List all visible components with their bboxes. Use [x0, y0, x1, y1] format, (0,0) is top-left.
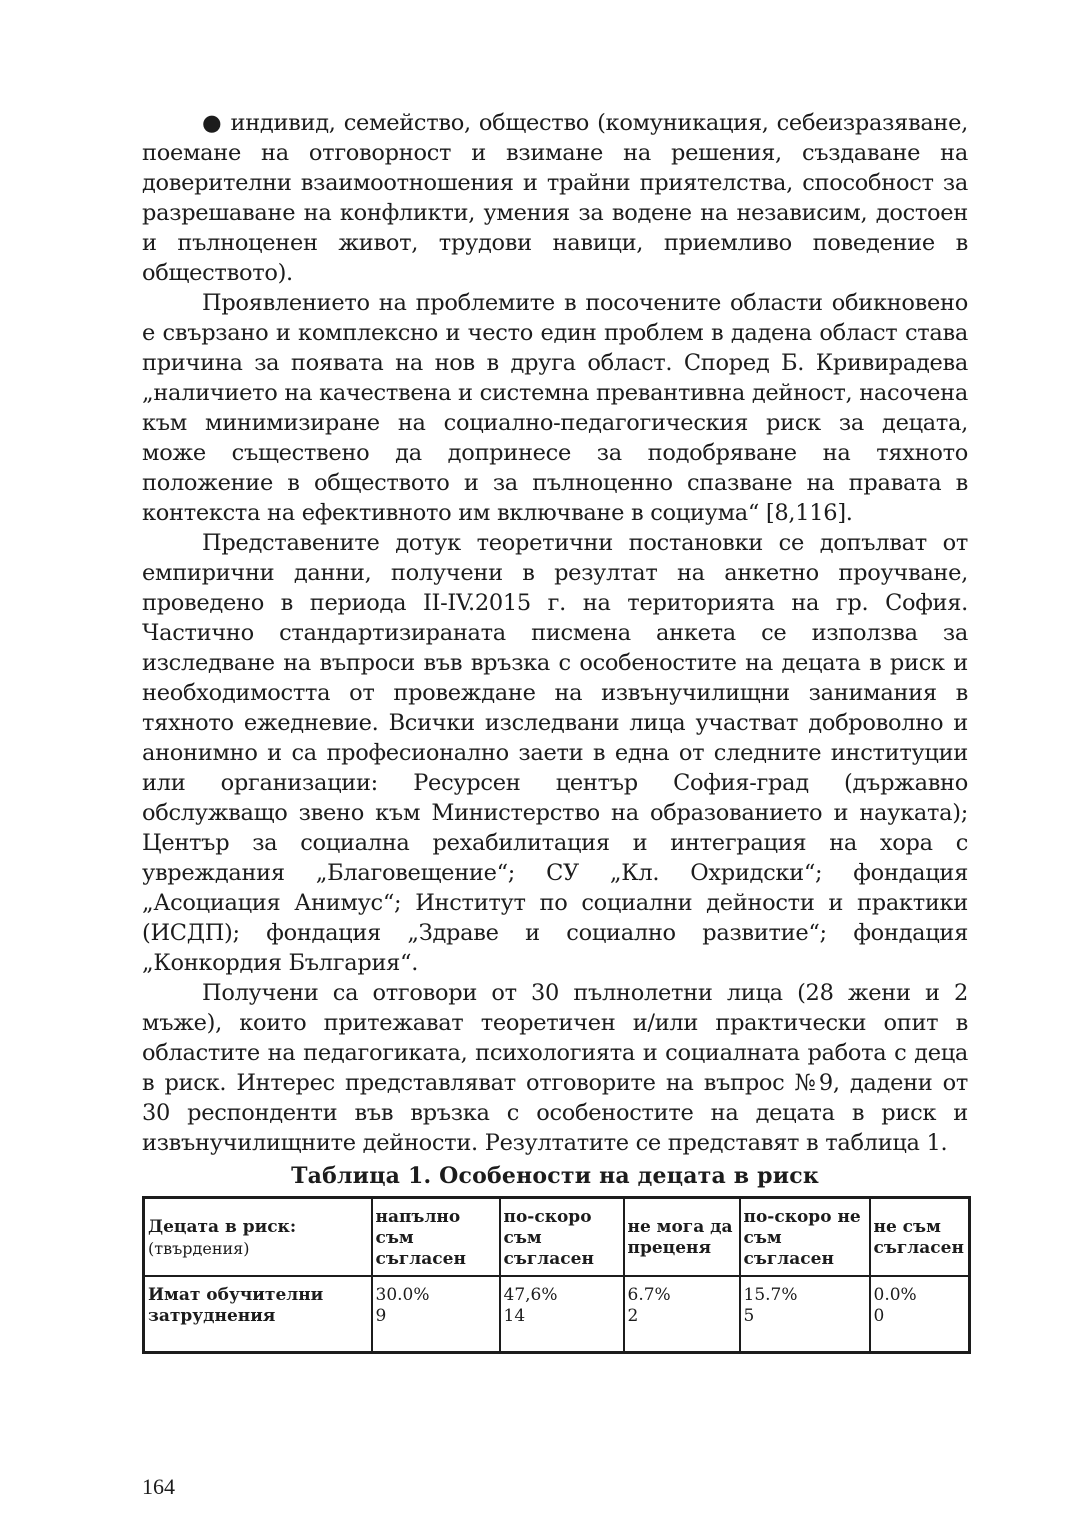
header-label: Децата в риск: — [148, 1217, 297, 1237]
paragraph-problems: Проявлението на проблемите в посочените области обикновено е свързано и комплексно и често един проблем в дадена област става причина за появата на нов в друга област. Според Б. Кривирадева „наличието на качествена и системна превантивна дейност, насочена към минимизиране на социално-педагогическия риск за децата, може съществено да допринесе за подобряване на тяхното положение в обществото и за пълноценно спазване на правата в контекста на ефективното им включване в социума“ [8,116]. — [142, 290, 968, 526]
table-row — [144, 1276, 970, 1353]
row-label: Имат обучителни затруднения — [144, 1276, 372, 1353]
page-body — [142, 108, 968, 1354]
cell-count: 9 — [375, 1306, 387, 1326]
header-cell-fully-agree: напълно съм съгласен — [372, 1198, 500, 1277]
cell-count: 14 — [503, 1306, 526, 1326]
header-cell-disagree: не съм съгласен — [870, 1198, 970, 1277]
table-cell — [870, 1276, 970, 1353]
table-cell — [372, 1276, 500, 1353]
table-cell — [624, 1276, 740, 1353]
cell-percent: 15.7% — [743, 1285, 798, 1305]
cell-count: 0 — [873, 1306, 885, 1326]
header-cell-statement — [144, 1198, 372, 1277]
cell-percent: 47,6% — [503, 1285, 558, 1305]
header-cell-rather-agree: по-скоро съм съгласен — [500, 1198, 624, 1277]
table-cell — [500, 1276, 624, 1353]
page-number: 164 — [142, 1474, 175, 1499]
table-header-row — [144, 1198, 970, 1277]
paragraph-empirical-data: Представените дотук теоретични постановки се допълват от емпирични данни, получени в резултат на анкетно проучване, проведено в периода II-IV.2015 г. на територията на гр. София. Частично стандартизираната писмена анкета се използва за изследване на въпроси във връзка с особеностите на децата в риск и необходимостта от провеждане на извънучилищни занимания в тяхното ежедневие. Всички изследвани лица участват доброволно и анонимно и са професионално заети в една от следните институции или организации: Ресурсен център София-град (държавно обслужващо звено към Министерство на образованието и науката); Център за социална рехабилитация и интеграция на хора с увреждания „Благовещение“; СУ „Кл. Охридски“; фондация „Асоциация Анимус“; Институт по социални дейности и практики (ИСДП); фондация „Здраве и социално развитие“; фондация „Конкордия България“. — [142, 530, 968, 976]
header-cell-cannot-judge: не мога да преценя — [624, 1198, 740, 1277]
cell-percent: 0.0% — [873, 1285, 917, 1305]
paragraph-bullet-individual: ● индивид, семейство, общество (комуникация, себеизразяване, поемане на отговорност и взимане на решения, създаване на доверителни взаимоотношения и трайни приятелства, способност за разрешаване на конфликти, умения за водене на независим, достоен и пълноценен живот, трудови навици, приемливо поведение в обществото). — [142, 110, 968, 286]
cell-percent: 30.0% — [375, 1285, 430, 1305]
cell-percent: 6.7% — [627, 1285, 671, 1305]
paragraph-respondents: Получени са отговори от 30 пълнолетни лица (28 жени и 2 мъже), които притежават теоретичен и/или практически опит в областите на педагогиката, психологията и социалната работа с деца в риск. Интерес представляват отговорите на въпрос №9, дадени от 30 респонденти във връзка с особеностите на децата в риск и извънучилищните дейности. Резултатите се представят в таблица 1. — [142, 980, 968, 1156]
risk-features-table — [142, 1196, 971, 1354]
cell-count: 2 — [627, 1306, 639, 1326]
table-title: Таблица 1. Особености на децата в риск — [291, 1163, 819, 1189]
header-sublabel: (твърдения) — [148, 1239, 250, 1258]
header-cell-rather-disagree: по-скоро не съм съгласен — [740, 1198, 870, 1277]
cell-count: 5 — [743, 1306, 755, 1326]
table-cell — [740, 1276, 870, 1353]
